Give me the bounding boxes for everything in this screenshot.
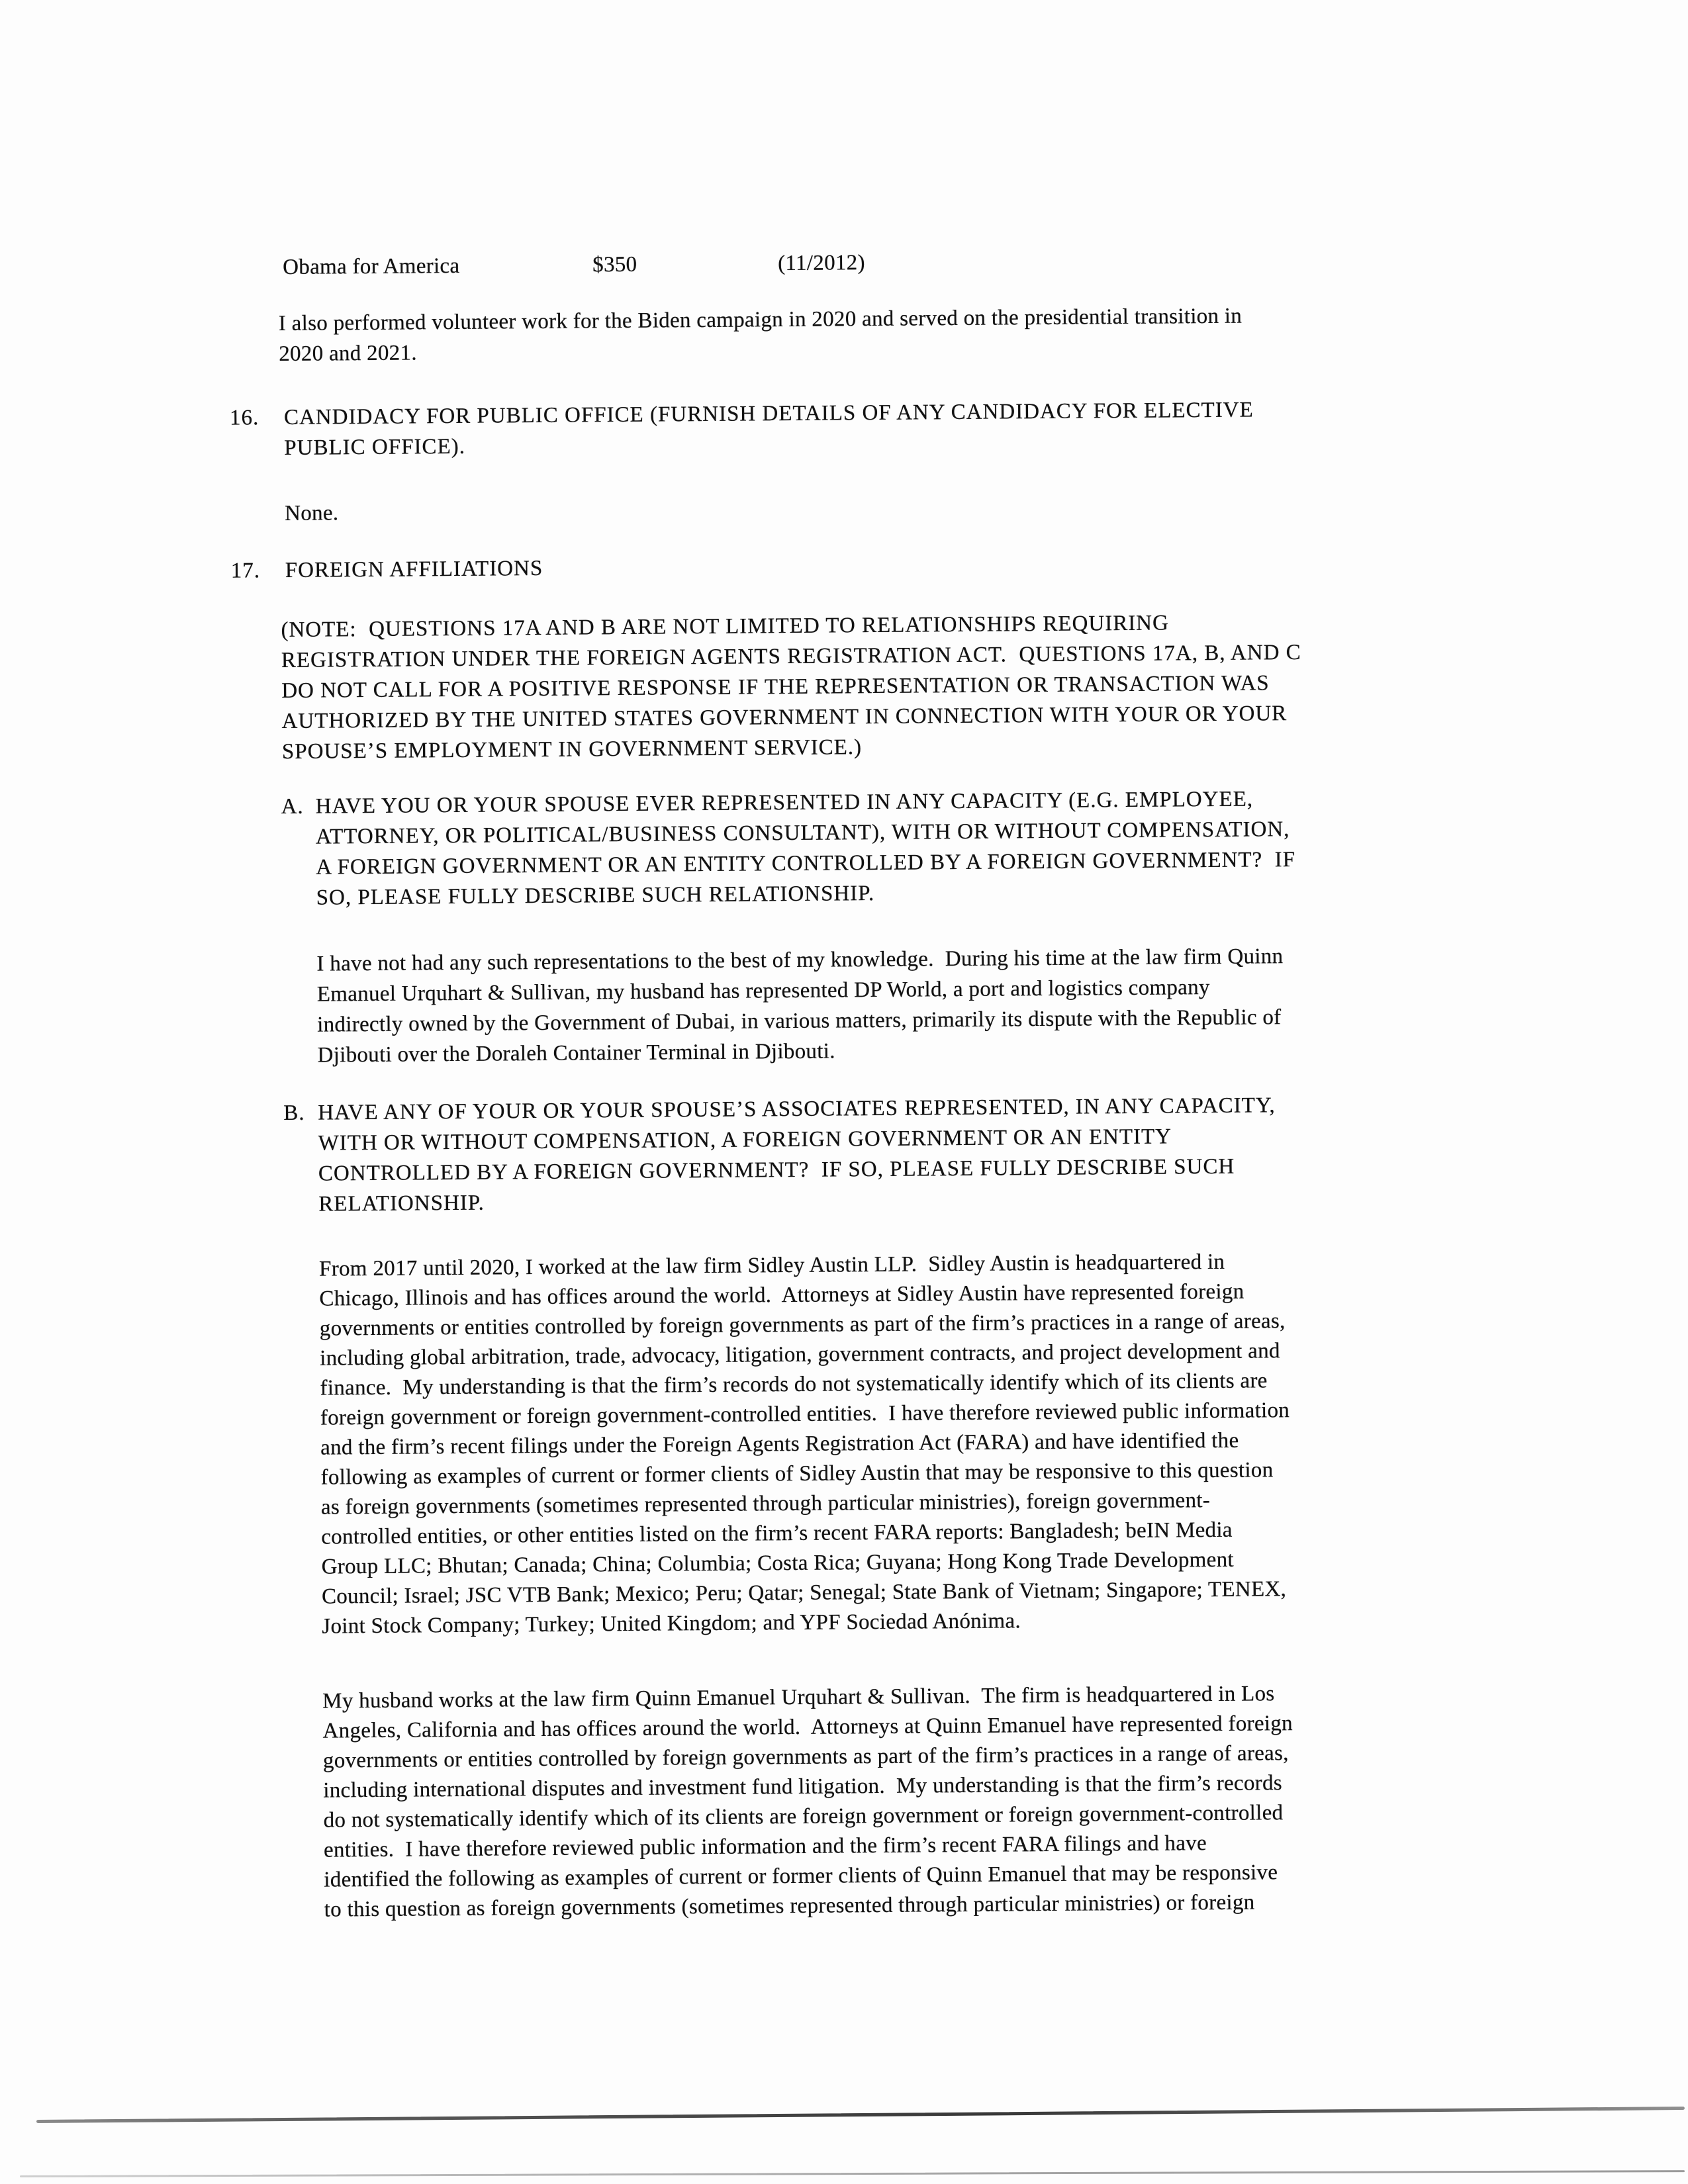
sub-item-b-question: HAVE ANY OF YOUR OR YOUR SPOUSE’S ASSOCIATES REPRESENTED, IN ANY CAPACITY, WITH OR WITHOUT COMPENSATION, A FOREIGN GOVERNMENT OR AN ENTITY CONTROLLED BY A FOREIGN GOVERNMENT? IF SO, PLEASE FULLY DESCRIBE SUCH RELATIONSHIP. bbox=[318, 1093, 1276, 1216]
contribution-amount: $350 bbox=[592, 252, 637, 277]
item-16-response: None. bbox=[284, 501, 339, 525]
sub-item-a-letter: A. bbox=[281, 794, 304, 819]
item-17-number: 17. bbox=[230, 559, 261, 583]
contribution-recipient: Obama for America bbox=[283, 253, 460, 279]
sub-item-a-answer: I have not had any such representations to the best of my knowledge. During his time at the law firm Quinn Emanuel Urquhart & Sullivan, my husband has represented DP World, a port and logistics company indirectly owned by the Government of Dubai, in various matters, primarily its dispute with the Republic of Djibouti over the Doraleh Container Terminal in Djibouti. bbox=[316, 944, 1284, 1068]
item-17-note: (NOTE: QUESTIONS 17A AND B ARE NOT LIMITED TO RELATIONSHIPS REQUIRING REGISTRATION UNDER THE FOREIGN AGENTS REGISTRATION ACT. QUESTIONS 17A, B, AND C DO NOT CALL FOR A POSITIVE RESPONSE IF THE REPRESENTATION OR TRANSACTION WAS AUTHORIZED BY THE UNITED STATES GOVERNMENT IN CONNECTION WITH YOUR OR YOUR SPOUSE’S EMPLOYMENT IN GOVERNMENT SERVICE.) bbox=[281, 611, 1301, 764]
item-16-heading: CANDIDACY FOR PUBLIC OFFICE (FURNISH DETAILS OF ANY CANDIDACY FOR ELECTIVE PUBLIC OFFICE). bbox=[283, 398, 1254, 460]
item-16-number: 16. bbox=[229, 406, 259, 430]
volunteer-note-paragraph: I also performed volunteer work for the Biden campaign in 2020 and served on the presidential transition in 2020 and 2021. bbox=[278, 304, 1243, 367]
contribution-date: (11/2012) bbox=[778, 251, 865, 276]
sub-item-b-answer-quinn: My husband works at the law firm Quinn Emanuel Urquhart & Sullivan. The firm is headquartered in Los Angeles, California and has offices around the world. Attorneys at Quinn Emanuel have represented foreign governments or entities controlled by foreign governments as part of the firm’s practices in a range of areas, including international disputes and investment fund litigation. My understanding is that the firm’s records do not systematically identify which of its clients are foreign government or foreign government-controlled entities. I have therefore reviewed public information and the firm’s recent FARA filings and have identified the following as examples of current or former clients of Quinn Emanuel that may be responsive to this question as foreign governments (sometimes represented through particular ministries) or foreign bbox=[322, 1682, 1293, 1922]
sub-item-b-answer-sidley: From 2017 until 2020, I worked at the law firm Sidley Austin LLP. Sidley Austin is headquartered in Chicago, Illinois and has offices around the world. Attorneys at Sidley Austin have represented foreign governments or entities controlled by foreign governments as part of the firm’s practices in a range of areas, including global arbitration, trade, advocacy, litigation, government contracts, and project development and finance. My understanding is that the firm’s records do not systematically identify which of its clients are foreign government or foreign government-controlled entities. I have therefore reviewed public information and the firm’s recent filings under the Foreign Agents Registration Act (FARA) and have identified the following as examples of current or former clients of Sidley Austin that may be responsive to this question as foreign governments (sometimes represented through particular ministries), foreign government- controlled entities, or other entities listed on the firm’s recent FARA reports: Bangladesh; beIN Media Group LLC; Bhutan; Canada; China; Columbia; Costa Rica; Guyana; Hong Kong Trade Development Council; Israel; JSC VTB Bank; Mexico; Peru; Qatar; Senegal; State Bank of Vietnam; Singapore; TENEX, Joint Stock Company; Turkey; United Kingdom; and YPF Sociedad Anónima. bbox=[318, 1250, 1290, 1639]
sub-item-a-question: HAVE YOU OR YOUR SPOUSE EVER REPRESENTED IN ANY CAPACITY (E.G. EMPLOYEE, ATTORNEY, OR POLITICAL/BUSINESS CONSULTANT), WITH OR WITHOUT COMPENSATION, A FOREIGN GOVERNMENT OR AN ENTITY CONTROLLED BY A FOREIGN GOVERNMENT? IF SO, PLEASE FULLY DESCRIBE SUCH RELATIONSHIP. bbox=[315, 787, 1296, 910]
item-17-heading: FOREIGN AFFILIATIONS bbox=[285, 556, 543, 582]
contribution-row bbox=[283, 245, 1209, 283]
sub-item-b-letter: B. bbox=[283, 1101, 305, 1126]
